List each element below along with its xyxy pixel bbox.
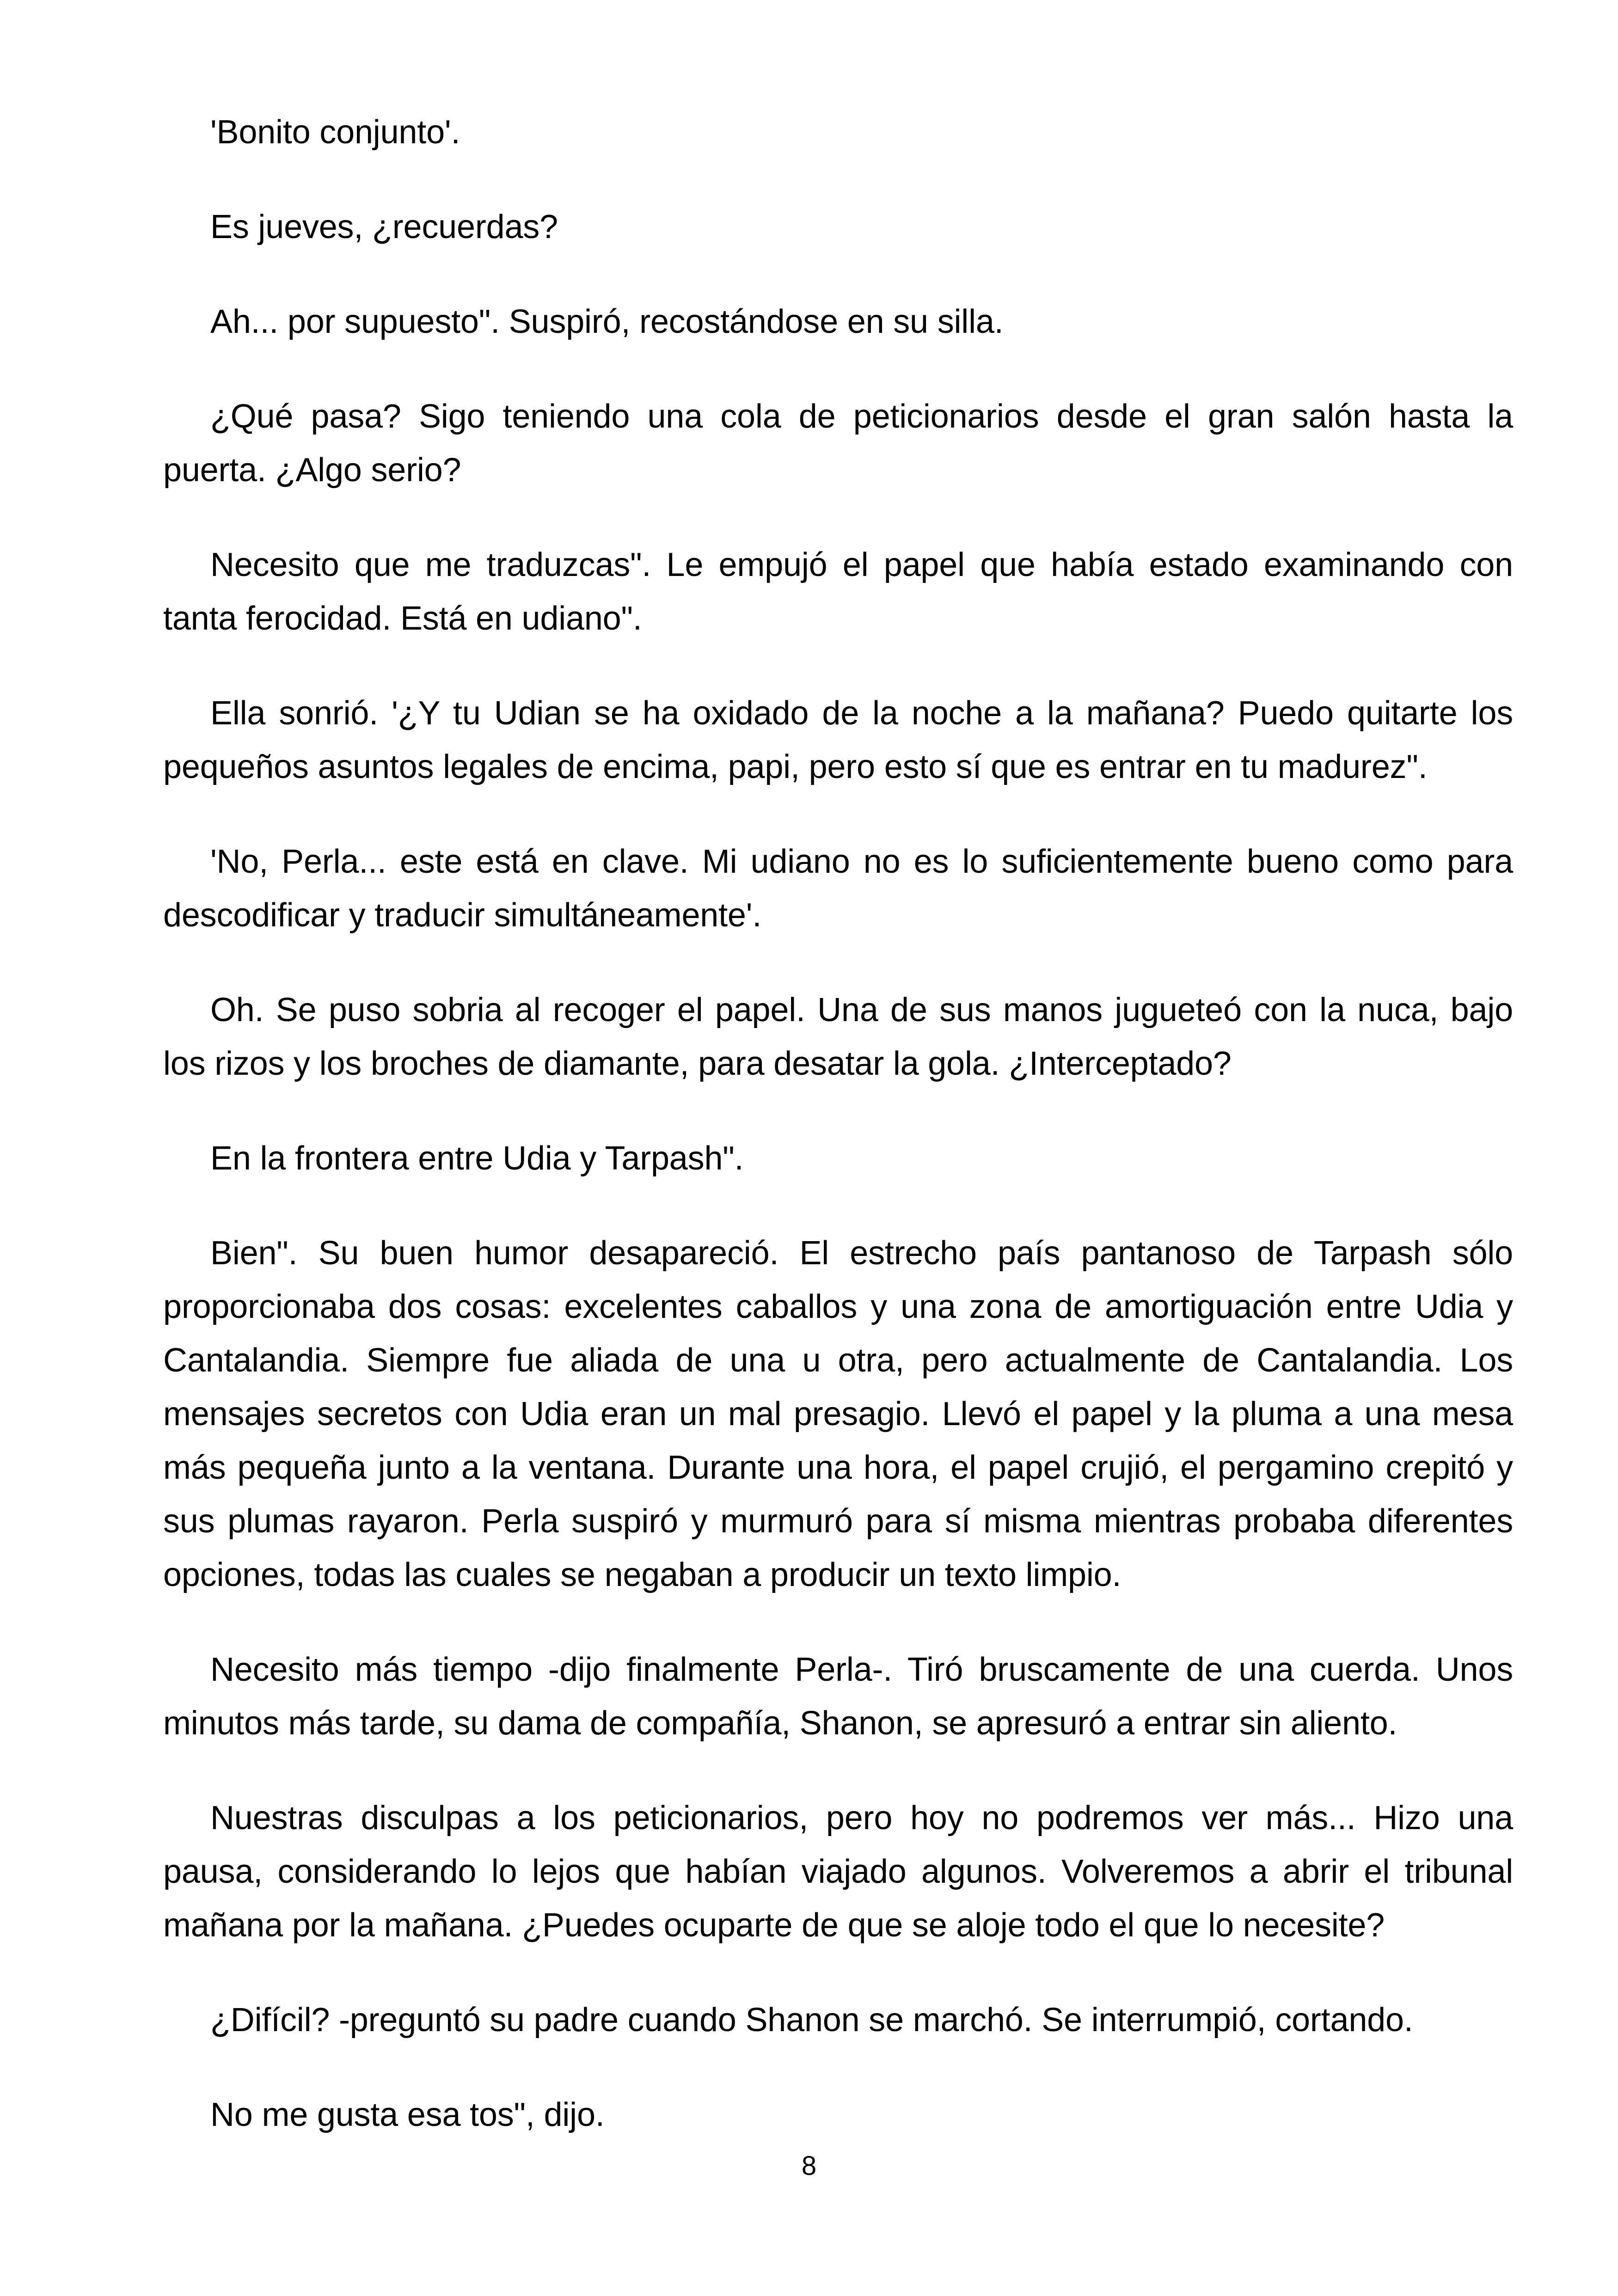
body-text <box>163 105 1513 2183</box>
paragraph: Necesito que me traduzcas". Le empujó el papel que había estado examinando con tanta ferocidad. Está en udiano". <box>163 546 1513 637</box>
page-number: 8 <box>801 2151 817 2181</box>
paragraph: En la frontera entre Udia y Tarpash". <box>210 1140 744 1177</box>
paragraph: 'No, Perla... este está en clave. Mi udiano no es lo suficientemente bueno como para descodificar y traducir simultáneamente'. <box>163 843 1513 934</box>
paragraph: Ella sonrió. '¿Y tu Udian se ha oxidado de la noche a la mañana? Puedo quitarte los pequeños asuntos legales de encima, papi, pero esto sí que es entrar en tu madurez". <box>163 695 1513 785</box>
paragraph: Es jueves, ¿recuerdas? <box>210 208 558 245</box>
paragraph: Ah... por supuesto". Suspiró, recostándose en su silla. <box>210 303 1004 340</box>
paragraph: ¿Qué pasa? Sigo teniendo una cola de peticionarios desde el gran salón hasta la puerta. ¿Algo serio? <box>163 398 1513 489</box>
paragraph: No me gusta esa tos", dijo. <box>210 2096 605 2133</box>
paragraph: ¿Difícil? -preguntó su padre cuando Shanon se marchó. Se interrumpió, cortando. <box>210 2002 1413 2039</box>
paragraph: 'Bonito conjunto'. <box>210 114 460 151</box>
paragraph: Bien". Su buen humor desapareció. El estrecho país pantanoso de Tarpash sólo proporcionaba dos cosas: excelentes caballos y una zona de amortiguación entre Udia y Cantalandia. Siempre fue aliada de una u otra, pero actualmente de Cantalandia. Los mensajes secretos con Udia eran un mal presagio. Llevó el papel y la pluma a una mesa más pequeña junto a la ventana. Durante una hora, el papel crujió, el pergamino crepitó y sus plumas rayaron. Perla suspiró y murmuró para sí misma mientras probaba diferentes opciones, todas las cuales se negaban a producir un texto limpio. <box>163 1235 1513 1593</box>
paragraph: Nuestras disculpas a los peticionarios, pero hoy no podremos ver más... Hizo una pausa, considerando lo lejos que habían viajado algunos. Volveremos a abrir el tribunal mañana por la mañana. ¿Puedes ocuparte de que se aloje todo el que lo necesite? <box>163 1800 1513 1944</box>
paragraph: Necesito más tiempo -dijo finalmente Perla-. Tiró bruscamente de una cuerda. Unos minutos más tarde, su dama de compañía, Shanon, se apresuró a entrar sin aliento. <box>163 1651 1513 1742</box>
paragraph: Oh. Se puso sobria al recoger el papel. Una de sus manos jugueteó con la nuca, bajo los rizos y los broches de diamante, para desatar la gola. ¿Interceptado? <box>163 992 1513 1082</box>
